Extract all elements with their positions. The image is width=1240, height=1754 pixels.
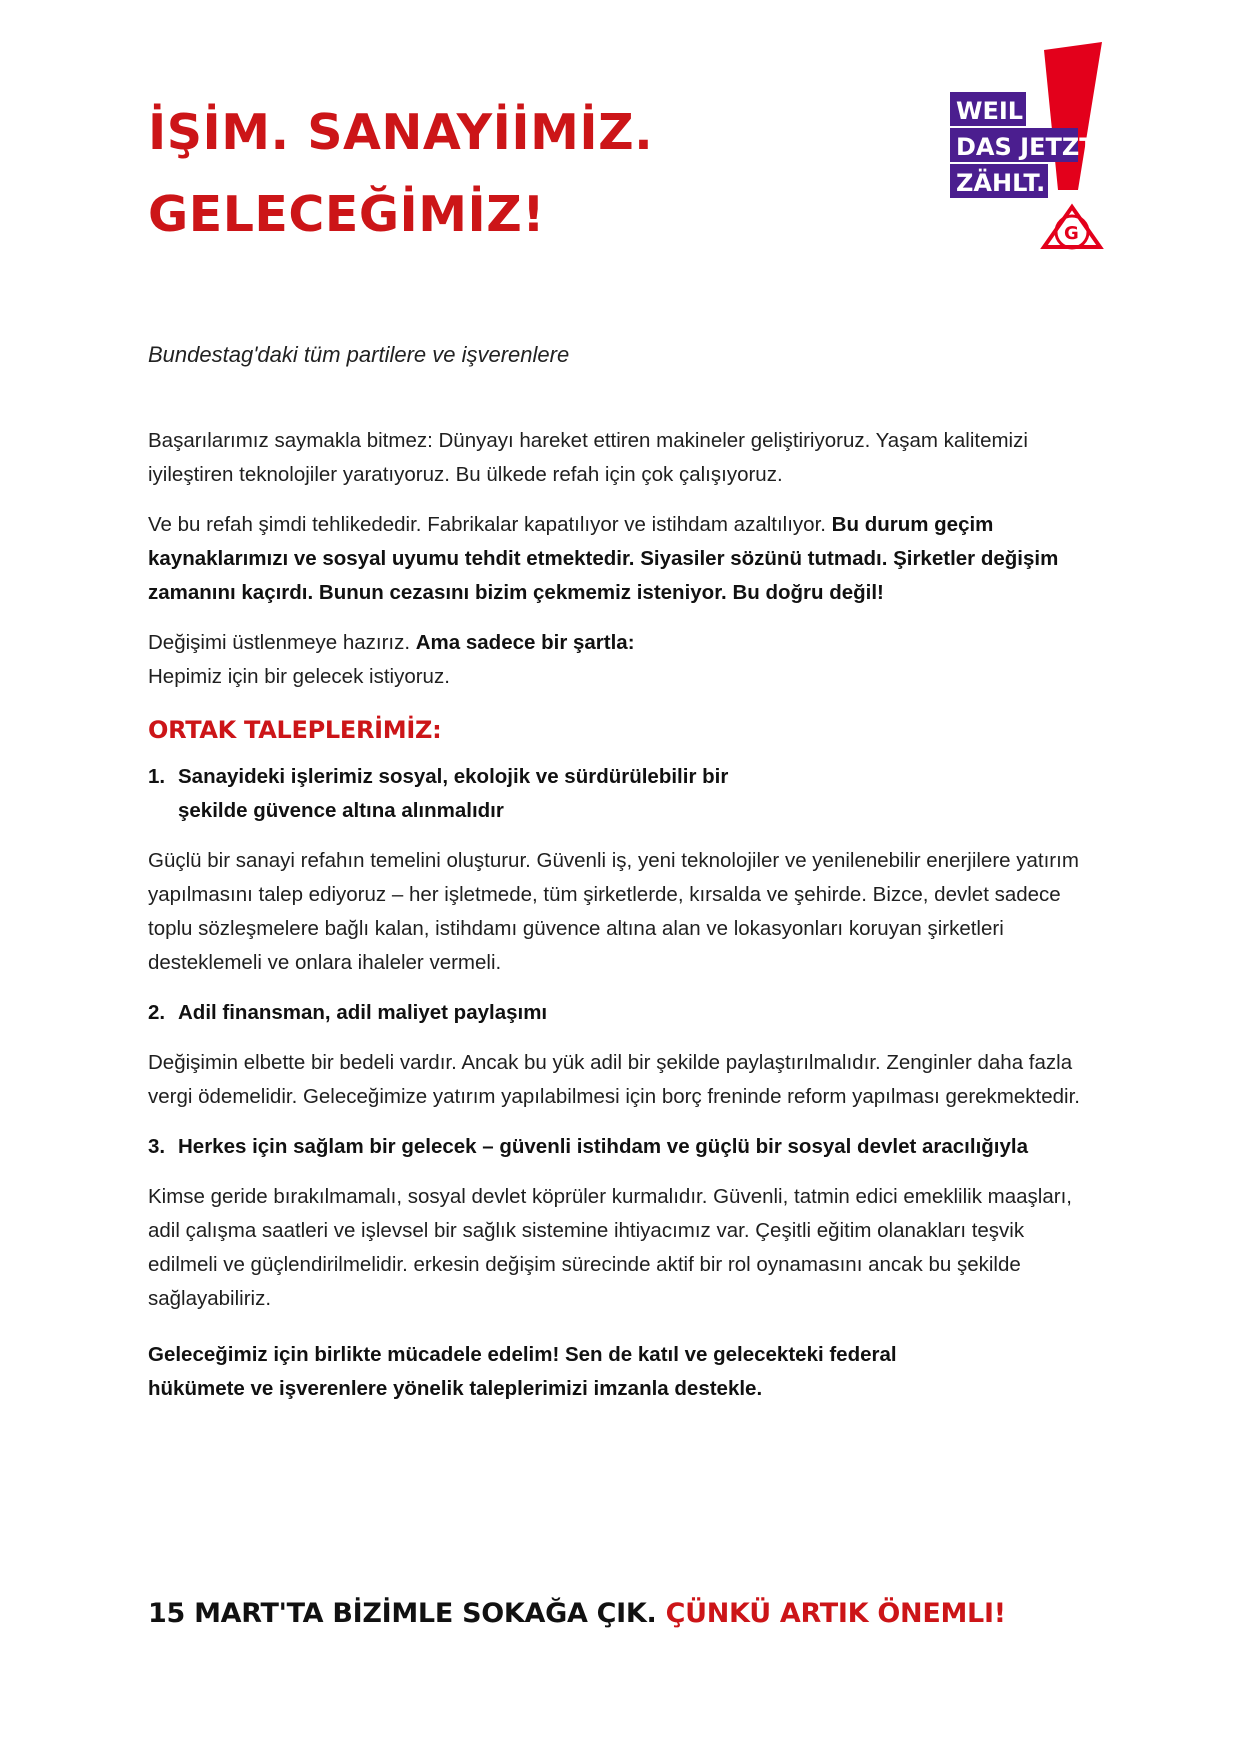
logo-text-3: ZÄHLT.	[956, 169, 1046, 197]
demands-heading: ORTAK TALEPLERİMİZ:	[148, 716, 442, 744]
demand-2-number: 2.	[148, 1001, 166, 1024]
demand-1-title	[148, 760, 1088, 828]
demand-1-title-text: Sanayideki işlerimiz sosyal, ekolojik ve sürdürülebilir bir şekilde güvence altına alınmalıdır	[178, 765, 729, 822]
final-slogan	[148, 1598, 1006, 1629]
demand-3-number: 3.	[148, 1135, 166, 1158]
svg-text:G: G	[1064, 223, 1079, 244]
intro-p3-plain: Değişimi üstlenmeye hazırız.	[148, 631, 411, 654]
demand-3-title	[148, 1130, 1088, 1164]
demand-2-title-text: Adil finansman, adil maliyet paylaşımı	[178, 1001, 548, 1024]
logo-text-2: DAS JETZT	[956, 133, 1096, 161]
ig-metall-emblem-icon	[1044, 207, 1100, 248]
intro-paragraph-2	[148, 508, 1088, 610]
intro-p3-bold: Ama sadece bir şartla:	[415, 631, 635, 654]
demand-3-title-text: Herkes için sağlam bir gelecek – güvenli istihdam ve güçlü bir sosyal devlet aracılığıyla	[178, 1135, 1028, 1158]
letter-body	[148, 424, 1088, 1406]
intro-paragraph-3	[148, 626, 1088, 694]
headline-line-2: GELECEĞİMİZ!	[148, 186, 546, 243]
exclamation-bar-icon	[1044, 42, 1102, 190]
intro-paragraph-1: Başarılarımız saymakla bitmez: Dünyayı hareket ettiren makineler geliştiriyoruz. Yaşam kalitemizi iyileştiren teknolojiler yaratıyoruz. Bu ülkede refah için çok çalışıyoruz.	[148, 429, 1028, 486]
demand-1-number: 1.	[148, 765, 166, 788]
headline-line-1: İŞİM. SANAYİİMİZ.	[148, 104, 654, 161]
logo-text-1: WEIL	[956, 97, 1024, 125]
demand-3-text: Kimse geride bırakılmamalı, sosyal devlet köprüler kurmalıdır. Güvenli, tatmin edici emeklilik maaşları, adil çalışma saatleri ve işlevsel bir sağlık sistemine ihtiyacımız var. Çeşitli eğitim olanakları teşvik edilmeli ve güçlendirilmelidir. erkesin değişim sürecinde aktif bir rol oynamasını ancak bu şekilde sağlayabiliriz.	[148, 1185, 1072, 1310]
demand-1-text: Güçlü bir sanayi refahın temelini oluşturur. Güvenli iş, yeni teknolojiler ve yenilenebilir enerjilere yatırım yapılmasını talep ediyoruz – her işletmede, tüm şirketlerde, kırsalda ve şehirde. Bizce, devlet sadece toplu sözleşmelere bağlı kalan, istihdamı güvence altına alan ve lokasyonları koruyan şirketleri desteklemeli ve onlara ihaleler vermeli.	[148, 849, 1079, 974]
closing-call: Geleceğimiz için birlikte mücadele edelim! Sen de katıl ve gelecekteki federal hükümete ve işverenlere yönelik taleplerimizi imzanla destekle.	[148, 1343, 897, 1400]
demand-2-text: Değişimin elbette bir bedeli vardır. Ancak bu yük adil bir şekilde paylaştırılmalıdır. Zenginler daha fazla vergi ödemelidir. Geleceğimize yatırım yapılabilmesi için borç freninde reform yapılması gerekmektedir.	[148, 1051, 1080, 1108]
recipient-line: Bundestag'daki tüm partilere ve işverenlere	[148, 342, 570, 367]
intro-p2-bold: Bu durum geçim kaynaklarımızı ve sosyal uyumu tehdit etmektedir. Siyasiler sözünü tutmadı. Şirketler değişim zamanını kaçırdı. Bunun cezasını bizim çekmemiz isteniyor. Bu doğru değil!	[148, 513, 1059, 604]
headline	[148, 104, 654, 272]
final-slogan-black: 15 MART'TA BİZİMLE SOKAĞA ÇIK.	[148, 1598, 657, 1629]
demand-2-title	[148, 996, 1088, 1030]
final-slogan-red: ÇÜNKÜ ARTIK ÖNEMLI!	[665, 1598, 1006, 1629]
campaign-logo	[950, 42, 1140, 272]
intro-p3-line2: Hepimiz için bir gelecek istiyoruz.	[148, 665, 450, 688]
intro-p2-plain: Ve bu refah şimdi tehlikededir. Fabrikalar kapatılıyor ve istihdam azaltılıyor.	[148, 513, 826, 536]
